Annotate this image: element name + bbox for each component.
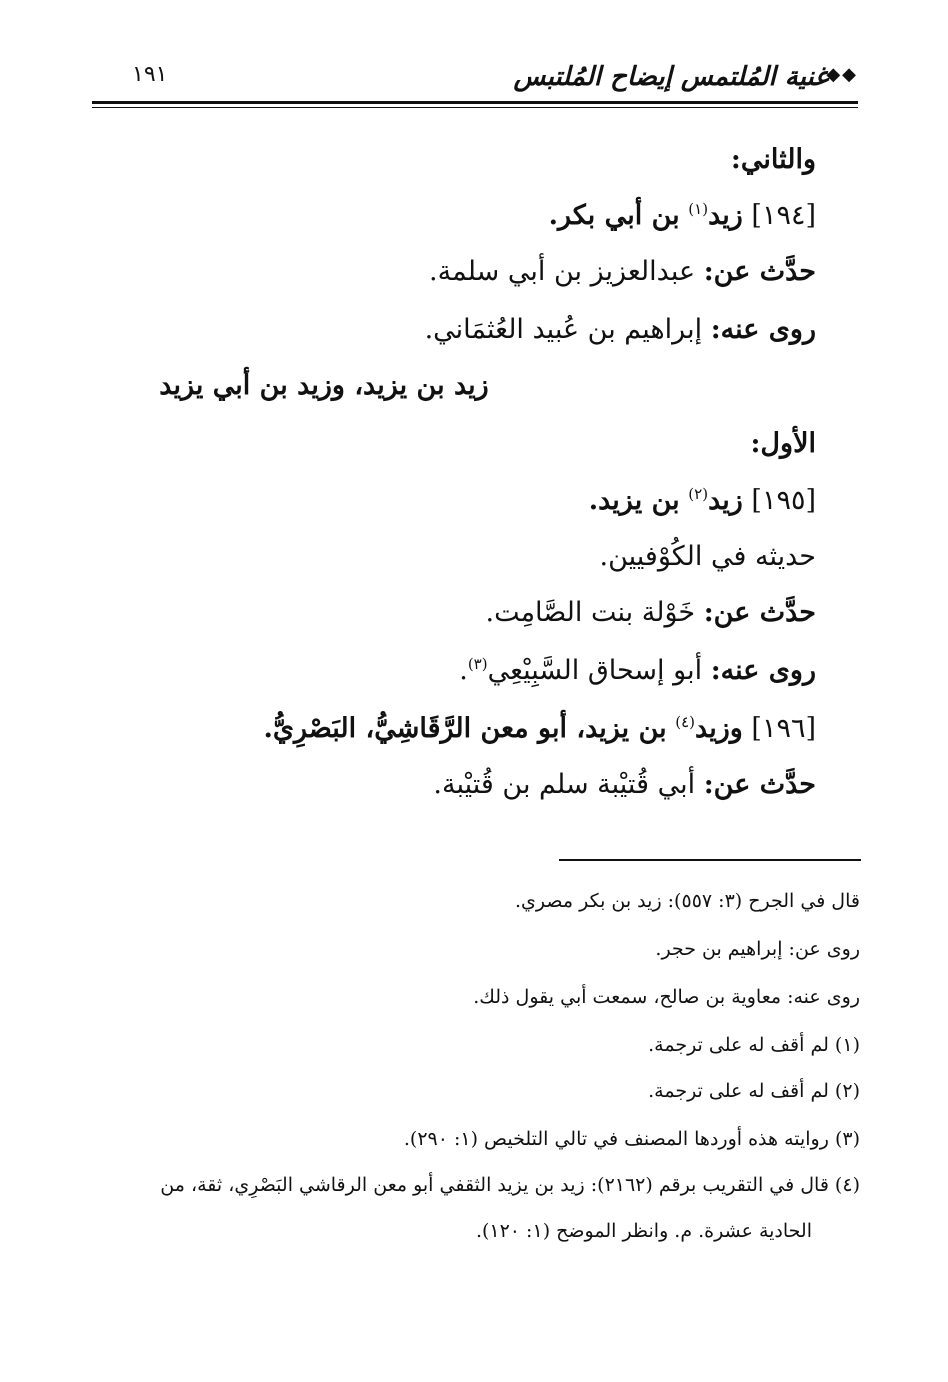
narrated-by-line [80,310,816,350]
field-label: روى عنه: [710,314,816,345]
entry-name-rest: بن يزيد. [588,485,680,516]
footnote-ref: (٢) [688,485,709,503]
footnote-1: (١) لم أقف له على ترجمة. [648,1034,860,1056]
narrated-by-line [80,651,816,691]
entry-195 [80,481,816,521]
header-rule-thick [92,101,858,104]
field-label: حدَّث عن: [703,597,816,628]
entry-196 [80,709,816,749]
running-header [92,58,858,102]
field-label: حدَّث عن: [703,769,816,800]
header-bullets: ◆◆ [826,64,858,85]
field-label: حدَّث عن: [703,256,816,287]
narrated-from-line [80,252,816,292]
field-value: أبو إسحاق السَّبِيْعِي [487,655,703,686]
entry-name: زيد [708,485,743,516]
entry-name-rest: بن أبي بكر. [548,200,680,231]
footnote-ref: (١) [688,200,709,218]
footnote-2: (٢) لم أقف له على ترجمة. [648,1080,860,1102]
field-value: عبدالعزيز بن أبي سلمة. [429,256,696,287]
field-label: روى عنه: [710,655,816,686]
entry-number: [١٩٤] [751,200,816,231]
entry-name: وزيد [695,713,743,744]
entry-name-rest: بن يزيد، أبو معن الرَّقَاشِيُّ، البَصْرِيُّ. [263,713,667,744]
field-value: أبي قُتيْبة سلم بن قُتيْبة. [433,769,696,800]
section-label-second: والثاني: [730,144,816,175]
field-value: خَوْلة بنت الصَّامِت. [485,597,696,628]
footnote-3: (٣) روايته هذه أوردها المصنف في تالي التلخيص (١: ٢٩٠). [403,1128,860,1150]
entry-number: [١٩٦] [751,713,816,744]
entry-194 [80,196,816,236]
footnote-ref: (٣) [467,655,488,673]
narrated-from-line [80,593,816,633]
footnote-separator [559,859,861,861]
section-label-first: الأول: [750,428,816,459]
header-title: غنية المُلتمس إيضاح المُلتبس [513,62,828,92]
narrated-from-line [80,765,816,805]
footnote-ref: (٤) [675,713,696,731]
footnote-4-continuation: الحادية عشرة. م. وانظر الموضح (١: ١٢٠). [475,1220,812,1242]
section-heading: زيد بن يزيد، وزيد بن أبي يزيد [159,370,489,401]
footnote-4: (٤) قال في التقريب برقم (٢١٦٢): زيد بن يزيد الثقفي أبو معن الرقاشي البَصْرِي، ثقة، من [160,1174,860,1196]
footnote-line: روى عن: إبراهيم بن حجر. [655,938,860,960]
period: . [459,655,468,686]
footnote-line: قال في الجرح (٣: ٥٥٧): زيد بن بكر مصري. [515,890,860,912]
page-number: ١٩١ [132,62,168,87]
field-value: إبراهيم بن عُبيد العُثمَاني. [424,314,703,345]
footnote-line: روى عنه: معاوية بن صالح، سمعت أبي يقول ذلك. [473,986,860,1008]
entry-number: [١٩٥] [751,485,816,516]
header-rule-thin [92,107,858,108]
hadith-note-line: حديثه في الكُوْفيين. [599,541,816,572]
entry-name: زيد [708,200,743,231]
